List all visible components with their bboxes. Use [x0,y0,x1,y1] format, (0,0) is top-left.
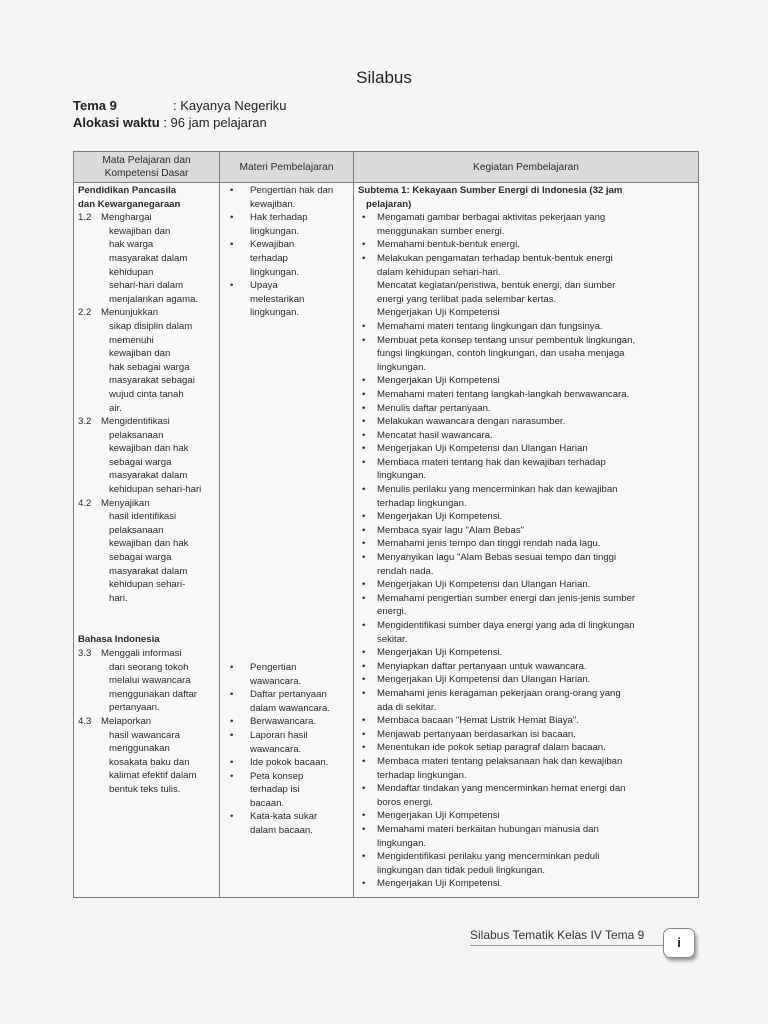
subtheme-line2: pelajaran) [366,198,412,210]
competency-item [78,715,215,797]
activity-text-line: • Menyanyikan lagu "Alam Bebas sesuai tempo dan tinggi [377,552,617,564]
material-text-line: • Upaya [250,280,278,292]
competency-text-line: sikap disiplin dalam [109,320,193,332]
competency-number: 3.2 [78,416,92,428]
competency-text-line: kehidupan sehari- [109,579,186,591]
activity-item [358,809,694,823]
activity-item [358,592,694,619]
activity-text-line: • Melakukan pengamatan terhadap bentuk-bentuk energi [377,252,613,264]
competency-text-line: menjalankan agama. [109,293,199,305]
subject-ppkn-line2: dan Kewarganegaraan [78,198,181,210]
competency-number: 4.2 [78,497,92,509]
material-item [224,661,349,688]
activity-text-line: • Mengerjakan Uji Kompetensi. [377,878,503,890]
competency-number: 3.3 [78,648,92,659]
activity-item [358,646,694,660]
activity-text-line: energi. [377,606,407,618]
activity-text-line: menggunakan sumber energi. [377,225,505,237]
material-item [224,279,349,320]
material-item [224,770,349,811]
activity-text-line: • Mengerjakan Uji Kompetensi [377,810,500,822]
material-text-line: • Ide pokok bacaan. [250,757,329,769]
material-text-line: • Kewajiban [250,239,295,251]
activity-text-line: • Mengidentifikasi sumber daya energi yang ada di lingkungan [377,620,635,631]
activity-text-line: • Mengidentifikasi perilaku yang mencerminkan peduli [377,851,600,863]
competency-text-line: dari seorang tokoh [109,661,189,673]
activity-text-line: terhadap lingkungan. [377,769,467,781]
materials-cell [220,183,354,898]
competency-text-line: pelaksanaan [109,524,164,536]
activity-text-line: energi yang terlibat pada selembar kertas. [377,293,557,305]
header-materials: Materi Pembelajaran [220,152,354,183]
activity-item [358,877,694,891]
time-value: : 96 jam pelajaran [163,115,267,130]
activity-item [358,551,694,578]
material-text-line: terhadap [250,252,288,264]
activity-item [358,755,694,782]
activity-item [358,252,694,279]
competency-text-line: kewajiban dan hak [109,538,189,550]
activity-item [358,728,694,742]
activities-cell [354,183,699,898]
activity-text-line: ada di sekitar. [377,701,437,713]
material-text-line: • Kata-kata sukar [250,811,318,823]
material-text-line: melestarikan [250,293,305,305]
competency-item [78,306,215,415]
activity-item [358,211,694,238]
activity-text-line: • Memahami materi berkaitan hubungan manusia dan [377,823,599,835]
competency-text-line: pelaksanaan [109,429,164,441]
competency-item [78,647,215,715]
activity-item [358,320,694,334]
competency-text-line: Melaporkan [101,715,152,727]
material-item [224,810,349,837]
activity-text-line: • Memahami materi tentang lingkungan dan fungsinya. [377,320,603,332]
subtheme-line1: Subtema 1: Kekayaan Sumber Energi di Indonesia (32 jam [358,185,623,196]
activity-text-line: • Menulis daftar pertanyaan. [377,402,491,414]
activity-text-line: dalam kehidupan sehari-hari. [377,266,501,278]
competency-text-line: masyarakat dalam [109,252,188,264]
footer-divider [470,945,666,946]
competency-number: 2.2 [78,307,92,319]
material-text-line: kewajiban. [250,198,296,210]
activity-text-line: lingkungan dan tidak peduli lingkungan. [377,864,546,876]
activity-item [358,823,694,850]
competency-text-line: sebagai warga [109,552,172,564]
competency-text-line: sebagai warga [109,456,172,468]
competency-text-line: masyarakat sebagai [109,375,195,387]
competency-text-line: melalui wawancara [109,675,191,687]
activity-text-line: boros energi. [377,796,433,808]
competency-text-line: bentuk teks tulis. [109,783,181,795]
material-item [224,184,349,211]
material-text-line: dalam wawancara. [250,702,330,714]
subtheme-title [358,184,694,211]
activity-item [358,388,694,402]
bind-competency-list [78,647,215,797]
activity-text-line: lingkungan. [377,837,427,849]
competency-text-line: memenuhi [109,334,154,346]
competency-text-line: pertanyaan. [109,702,160,714]
ppkn-materials-list [224,184,349,320]
activity-text-line: sekitar. [377,633,408,645]
activities-list [358,211,694,891]
material-text-line: wawancara. [250,743,302,755]
activity-item [358,429,694,443]
subject-ppkn-line1: Pendidikan Pancasila [78,185,177,196]
activity-text-line: • Membaca bacaan "Hemat Listrik Hemat Biaya". [377,715,579,727]
activity-item [358,524,694,538]
activity-text-line: • Menulis perilaku yang mencerminkan hak dan kewajiban [377,484,618,496]
competency-text-line: Menghargai [101,212,152,224]
competency-text-line: hasil wawancara [109,729,180,741]
activity-item [358,334,694,375]
material-text-line: • Pengertian [250,661,297,673]
activity-item [358,238,694,252]
activity-text-line: Mengerjakan Uji Kompetensi [377,307,500,319]
activity-text-line: fungsi lingkungan, contoh lingkungan, dan usaha menjaga [377,348,625,360]
material-text-line: • Berwawancara. [250,716,317,728]
table-row [74,183,699,898]
activity-text-line: • Melakukan wawancara dengan narasumber. [377,416,566,428]
competency-text-line: hasil identifikasi [109,511,177,523]
competency-item [78,211,215,306]
activity-item [358,687,694,714]
activity-text-line: • Menjawab pertanyaan berdasarkan isi bacaan. [377,728,576,740]
competency-item [78,415,215,497]
activity-text-line: • Mengerjakan Uji Kompetensi dan Ulangan Harian. [377,579,591,591]
activity-item [358,741,694,755]
activity-item [358,660,694,674]
ppkn-competency-list [78,211,215,605]
activity-item [358,483,694,510]
material-item [224,688,349,715]
activity-item [358,306,694,320]
material-item [224,715,349,729]
time-row [73,114,286,131]
material-text-line: • Pengertian hak dan [250,185,334,196]
activity-item [358,782,694,809]
activity-item [358,510,694,524]
time-label: Alokasi waktu [73,115,160,130]
footer-title: Silabus Tematik Kelas IV Tema 9 [470,928,645,942]
activity-text-line: • Mengamati gambar berbagai aktivitas pekerjaan yang [377,212,606,224]
material-text-line: bacaan. [250,797,285,809]
material-item [224,211,349,238]
competency-text-line: masyarakat dalam [109,565,188,577]
activity-item [358,714,694,728]
activity-text-line: terhadap lingkungan. [377,497,467,509]
bind-materials-list [224,661,349,838]
material-text-line: wawancara. [250,675,302,687]
theme-value: : Kayanya Negeriku [173,98,287,113]
page-title: Silabus [356,68,412,87]
activity-text-line: • Mengerjakan Uji Kompetensi [377,375,500,387]
competency-text-line: Mengidentifikasi [101,416,170,428]
activity-text-line: lingkungan. [377,470,427,482]
activity-text-line: • Memahami pengertian sumber energi dan jenis-jenis sumber [377,592,636,604]
page-number-badge: i [663,928,695,958]
material-text-line: terhadap isi [250,784,300,796]
activity-text-line: • Mengerjakan Uji Kompetensi dan Ulangan Harian. [377,674,591,686]
table-header-row [74,152,699,183]
material-text-line: lingkungan. [250,225,300,237]
activity-text-line: • Mencatat hasil wawancara. [377,429,493,441]
activity-item [358,578,694,592]
header-activities: Kegiatan Pembelajaran [354,152,699,183]
material-item [224,729,349,756]
competency-cell [74,183,220,898]
theme-row [73,97,286,114]
material-text-line: • Daftar pertanyaan [250,689,327,701]
material-item [224,238,349,279]
activity-text-line: • Menentukan ide pokok setiap paragraf dalam bacaan. [377,742,606,754]
competency-text-line: menggunakan daftar [109,688,198,700]
material-text-line: lingkungan. [250,266,300,278]
activity-item [358,456,694,483]
competency-text-line: Menyajikan [101,497,150,509]
competency-text-line: hak sebagai warga [109,361,190,373]
competency-text-line: kewajiban dan [109,348,171,360]
competency-text-line: sehari-hari dalam [109,280,184,292]
syllabus-table [73,151,699,898]
activity-item [358,673,694,687]
competency-number: 4.3 [78,715,92,727]
activity-text-line: • Memahami materi tentang langkah-langkah berwawancara. [377,388,630,400]
competency-text-line: wujud cinta tanah [109,388,184,400]
activity-item [358,374,694,388]
competency-text-line: hak warga [109,239,154,251]
activity-item [358,402,694,416]
material-text-line: • Hak terhadap [250,212,308,224]
activity-text-line: • Memahami bentuk-bentuk energi. [377,239,520,251]
activity-item [358,850,694,877]
activity-text-line: • Membuat peta konsep tentang unsur pembentuk lingkungan, [377,334,636,346]
competency-text-line: kewajiban dan hak [109,443,189,455]
activity-text-line: • Membaca materi tentang hak dan kewajiban terhadap [377,456,606,468]
activity-item [358,442,694,456]
material-text-line: • Peta konsep [250,770,304,782]
competency-text-line: kalimat efektif dalam [109,770,197,782]
activity-text-line: • Mendaftar tindakan yang mencerminkan hemat energi dan [377,783,626,795]
activity-text-line: • Membaca materi tentang pelaksanaan hak dan kewajiban [377,755,623,767]
subject-bind: Bahasa Indonesia [78,634,160,646]
competency-text-line: Menggali informasi [101,648,182,659]
material-text-line: • Laporan hasil [250,729,308,741]
competency-text-line: air. [109,402,122,414]
activity-text-line: • Mengerjakan Uji Kompetensi. [377,511,503,523]
activity-text-line: rendah nada. [377,565,434,577]
competency-text-line: kosakata baku dan [109,756,190,768]
header-col1-line1: Mata Pelajaran dan [102,155,191,166]
activity-item [358,619,694,646]
competency-item [78,497,215,606]
activity-item [358,279,694,306]
activity-item [358,415,694,429]
competency-text-line: Menunjukkan [101,307,159,319]
material-text-line: dalam bacaan. [250,825,313,837]
competency-text-line: kehidupan sehari-hari [109,484,202,496]
competency-text-line: hari. [109,592,128,604]
activity-text-line: • Mengerjakan Uji Kompetensi. [377,647,503,659]
header-col1-line2: Kompetensi Dasar [104,168,189,179]
activity-text-line: • Memahami jenis keragaman pekerjaan orang-orang yang [377,687,621,699]
competency-text-line: menggunakan [109,743,170,755]
material-text-line: lingkungan. [250,307,300,319]
activity-text-line: lingkungan. [377,361,427,373]
competency-text-line: kehidupan [109,266,154,278]
activity-text-line: • Menyiapkan daftar pertanyaan untuk wawancara. [377,660,587,672]
activity-text-line: • Membaca syair lagu "Alam Bebas" [377,524,525,536]
activity-text-line: • Memahami jenis tempo dan tinggi rendah nada lagu. [377,538,601,550]
theme-label: Tema 9 [73,98,117,113]
activity-text-line: Mencatat kegiatan/peristiwa, bentuk energi, dan sumber [377,280,616,292]
meta-info [73,97,286,131]
material-item [224,756,349,770]
competency-number: 1.2 [78,212,92,224]
competency-text-line: masyarakat dalam [109,470,188,482]
activity-text-line: • Mengerjakan Uji Kompetensi dan Ulangan Harian [377,443,588,455]
header-subject-competency [74,152,220,183]
activity-item [358,537,694,551]
competency-text-line: kewajiban dan [109,225,171,237]
